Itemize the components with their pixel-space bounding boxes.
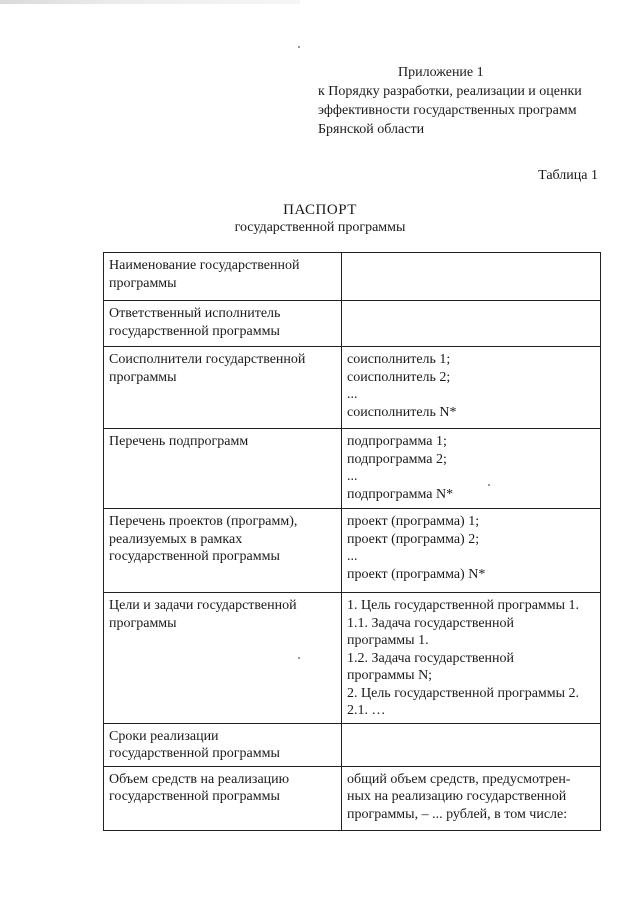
table-row [104,429,601,509]
table-row [104,766,601,830]
row-value-line: 1.2. Задача государственной [347,650,515,666]
scan-speck [298,657,300,659]
row-value-cell [342,301,601,347]
table-row [104,593,601,724]
row-label-line: программы [109,615,177,631]
appendix-line-2: эффективности государственных программ [318,103,577,118]
row-value-cell [342,347,601,429]
row-label-line: Объем средств на реализацию [109,771,290,787]
row-value-cell [342,723,601,766]
row-value-line: ... [347,387,358,402]
row-label-cell [104,253,342,301]
row-value-cell [342,593,601,724]
row-value-cell [342,766,601,830]
row-label-line: государственной программы [109,323,280,339]
table-number-label: Таблица 1 [538,168,598,183]
row-label-cell [104,301,342,347]
row-label-cell [104,509,342,593]
row-label-cell [104,593,342,724]
row-label-line: государственной программы [109,549,280,564]
document-subtitle: государственной программы [234,220,406,235]
passport-table [103,252,601,831]
row-label-line: реализуемых в рамках [109,531,243,547]
row-label-cell [104,347,342,429]
row-value-line: программы 1. [347,633,429,648]
table-row [104,253,601,301]
row-value-line: соисполнитель 2; [347,369,451,385]
row-label-line: Перечень подпрограмм [109,434,249,449]
row-label-line: Наименование государственной [109,258,300,273]
row-value-line: проект (программа) 1; [347,514,480,529]
appendix-header [318,63,618,139]
document-title: ПАСПОРТ [283,202,357,218]
row-label-line: государственной программы [109,789,280,804]
table-row [104,723,601,766]
row-value-line: соисполнитель 1; [347,352,451,367]
row-label-cell [104,429,342,509]
row-label-line: государственной программы [109,746,280,761]
row-value-line: проект (программа) N* [347,566,486,582]
row-value-line: 1. Цель государственной программы 1. [347,598,580,613]
row-label-line: Ответственный исполнитель [109,306,281,321]
table-row [104,509,601,593]
table-row [104,301,601,347]
row-value-line: соисполнитель N* [347,404,457,420]
scan-speck [488,484,490,486]
row-value-line: 2.1. … [347,703,386,718]
row-label-line: Сроки реализации [109,728,219,744]
row-value-cell [342,253,601,301]
row-value-cell [342,509,601,593]
appendix-line-3: Брянской области [318,122,425,137]
appendix-line-1: к Порядку разработки, реализации и оценки [318,84,582,99]
row-label-cell [104,766,342,830]
scan-speck [298,46,300,48]
row-label-cell [104,723,342,766]
row-value-line: ... [347,549,358,564]
row-label-line: Перечень проектов (программ), [109,514,298,529]
table-row [104,347,601,429]
appendix-title: Приложение 1 [398,65,484,80]
row-label-line: программы [109,275,177,291]
row-value-line: подпрограмма 1; [347,434,447,449]
row-value-line: ... [347,469,358,484]
row-value-line: 1.1. Задача государственной [347,615,515,631]
row-value-line: программы, – ... рублей, в том числе: [347,806,568,822]
row-value-line: подпрограмма N* [347,486,454,502]
row-label-line: Цели и задачи государственной [109,598,297,613]
scan-edge-artifact [0,0,300,4]
row-value-line: программы N; [347,668,433,683]
row-label-line: программы [109,369,177,385]
row-value-line: 2. Цель государственной программы 2. [347,685,580,701]
row-value-line: общий объем средств, предусмотрен- [347,771,571,787]
row-value-cell [342,429,601,509]
row-label-line: Соисполнители государственной [109,352,306,367]
row-value-line: проект (программа) 2; [347,531,480,547]
row-value-line: подпрограмма 2; [347,451,447,467]
row-value-line: ных на реализацию государственной [347,789,567,804]
